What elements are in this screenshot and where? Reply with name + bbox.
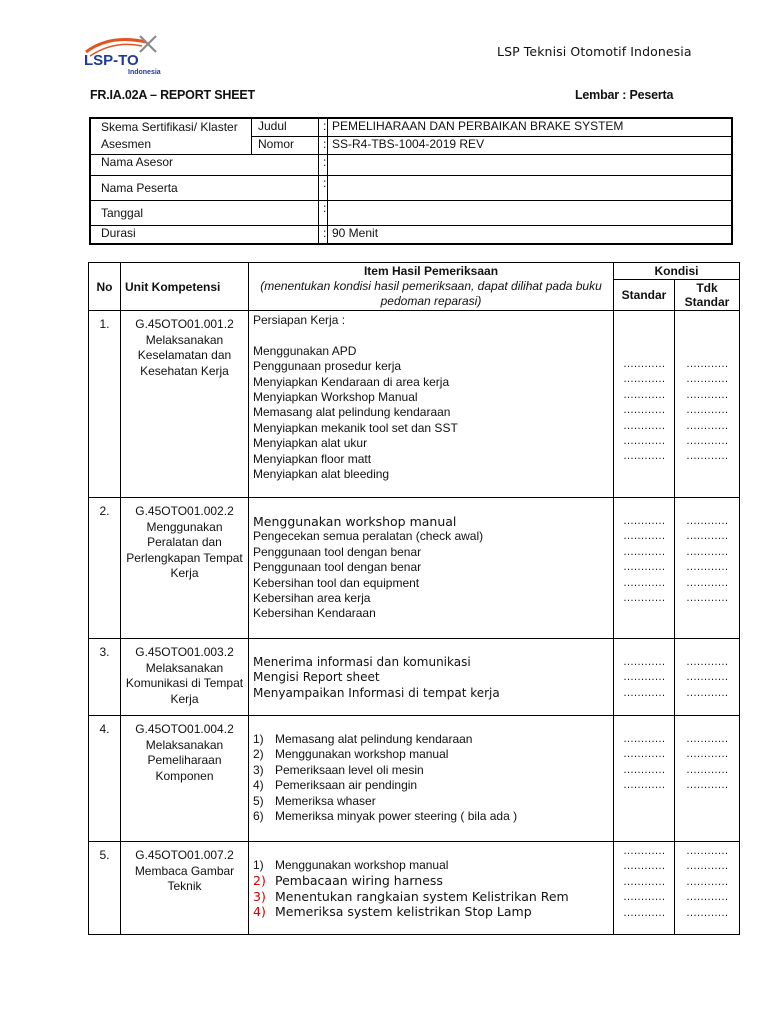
peserta-label: Nama Peserta (90, 176, 319, 201)
peserta-field[interactable] (328, 176, 733, 201)
list-item: 3) Pemeriksaan level oli mesin (253, 762, 424, 777)
list-item: Menggunakan APD (253, 343, 357, 358)
list-item: 2) Pembacaan wiring harness (253, 873, 443, 889)
col-item-note: (menentukan kondisi hasil pemeriksaan, dapat dilihat pada buku pedoman reparasi) (260, 279, 602, 308)
tdk-standar-cell[interactable]: ………… ………… ………… ………… ………… ………… ………… (675, 311, 740, 498)
list-item: Kebersihan area kerja (253, 591, 371, 606)
skema-label: Skema Sertifikasi/ Klaster Asesmen (90, 118, 252, 155)
list-item: 6) Memeriksa minyak power steering ( bila ada ) (253, 809, 518, 824)
list-item: Mengisi Report sheet (253, 670, 380, 685)
list-item: Kebersihan tool dan equipment (253, 575, 420, 590)
form-code: FR.IA.02A – REPORT SHEET (90, 88, 255, 102)
standar-cell[interactable]: ………… ………… ………… (614, 639, 675, 716)
unit-code: G.45OTO01.007.2 (135, 848, 234, 862)
durasi-label: Durasi (90, 226, 319, 245)
info-table: Skema Sertifikasi/ Klaster Asesmen Judul : PEMELIHARAAN DAN PERBAIKAN BRAKE SYSTEM Nomor : SS-R4-TBS-1004-2019 REV Nama Asesor : Nama Peserta : Tanggal : Durasi : 90 Menit (89, 117, 733, 245)
tdk-standar-cell[interactable]: ………… ………… ………… (675, 639, 740, 716)
unit-code: G.45OTO01.002.2 (135, 504, 234, 518)
table-row: 3. G.45OTO01.003.2 Melaksanakan Komunikasi di Tempat Kerja Menerima informasi dan komunikasi Mengisi Report sheet Menyampaikan Informasi di tempat kerja ………… ………… ………… ………… ………… ………… (89, 639, 740, 716)
standar-cell[interactable]: ………… ………… ………… ………… (614, 716, 675, 842)
nomor-value: SS-R4-TBS-1004-2019 REV (328, 137, 733, 155)
nomor-label: Nomor (252, 137, 319, 155)
list-item: Kebersihan Kendaraan (253, 606, 376, 621)
unit-name: Membaca Gambar Teknik (134, 863, 235, 893)
tdk-standar-cell[interactable]: ………… ………… ………… ………… (675, 716, 740, 842)
list-item: Pengecekan semua peralatan (check awal) (253, 529, 484, 544)
list-item: 3) Menentukan rangkaian system Kelistrikan Rem (253, 888, 569, 904)
lembar-label: Lembar : Peserta (575, 88, 674, 102)
unit-code: G.45OTO01.001.2 (135, 317, 234, 331)
col-no: No (89, 263, 121, 311)
list-item: Menyampaikan Informasi di tempat kerja (253, 685, 500, 700)
org-name: LSP Teknisi Otomotif Indonesia (497, 44, 692, 59)
list-item: 4) Memeriksa system kelistrikan Stop Lamp (253, 904, 532, 920)
lsp-to-logo (80, 30, 170, 82)
unit-name: Melaksanakan Pemeliharaan Komponen (145, 737, 224, 783)
judul-label: Judul (252, 118, 319, 137)
col-item-title: Item Hasil Pemeriksaan (363, 264, 499, 278)
list-item: 5) Memeriksa whaser (253, 793, 376, 808)
list-item: Menyiapkan mekanik tool set dan SST (253, 420, 458, 435)
standar-cell[interactable]: ………… ………… ………… ………… ………… (614, 842, 675, 935)
list-item: Menyiapkan floor matt (253, 451, 372, 466)
list-item: Menyiapkan alat ukur (253, 436, 368, 451)
list-item: Memasang alat pelindung kendaraan (253, 405, 451, 420)
standar-cell[interactable]: ………… ………… ………… ………… ………… ………… (614, 498, 675, 639)
list-item: Penggunaan prosedur kerja (253, 359, 402, 374)
standar-cell[interactable]: ………… ………… ………… ………… ………… ………… ………… (614, 311, 675, 498)
col-item (249, 263, 614, 311)
list-item: Penggunaan tool dengan benar (253, 560, 422, 575)
col-standar: Standar (614, 280, 675, 311)
table-row: 2. G.45OTO01.002.2 Menggunakan Peralatan dan Perlengkapan Tempat Kerja Menggunakan workshop manual Pengecekan semua peralatan (check awal) Penggunaan tool dengan benar Penggunaan tool dengan benar Kebersihan tool dan equipment Kebersihan area kerja Kebersihan Kendaraan ………… ………… ………… ………… ………… ………… ………… ………… ………… ………… ………… ………… (89, 498, 740, 639)
tdk-standar-cell[interactable]: ………… ………… ………… ………… ………… (675, 842, 740, 935)
list-item: 4) Pemeriksaan air pendingin (253, 778, 418, 793)
table-row: 5. G.45OTO01.007.2 Membaca Gambar Teknik 1) Menggunakan workshop manual 2) Pembacaan wiring harness 3) Menentukan rangkaian system Kelistrikan Rem 4) Memeriksa system kelistrikan Stop Lamp ………… ………… ………… ………… ………… ………… ………… ………… ………… ………… (89, 842, 740, 935)
col-kondisi: Kondisi (614, 263, 740, 280)
tanggal-field[interactable] (328, 201, 733, 226)
logo-sub-text: Indonesia (128, 69, 161, 76)
unit-code: G.45OTO01.003.2 (135, 645, 234, 659)
list-item: 1) Memasang alat pelindung kendaraan (253, 732, 473, 746)
list-item: Menerima informasi dan komunikasi (253, 655, 471, 669)
logo-text: LSP-TO (84, 52, 139, 69)
col-tdk-standar: Tdk Standar (675, 280, 740, 311)
list-item: Menyiapkan alat bleeding (253, 467, 390, 482)
list-item: 1) Menggunakan workshop manual (253, 858, 449, 872)
list-item: Penggunaan tool dengan benar (253, 544, 422, 559)
table-row: 4. G.45OTO01.004.2 Melaksanakan Pemeliharaan Komponen 1) Memasang alat pelindung kendaraan 2) Menggunakan workshop manual 3) Pemeriksaan level oli mesin 4) Pemeriksaan air pendingin 5) Memeriksa whaser 6) Memeriksa minyak power steering ( bila ada ) ………… ………… ………… ………… ………… ………… ………… ………… (89, 716, 740, 842)
asesor-label: Nama Asesor (90, 155, 319, 176)
list-item: Menyiapkan Kendaraan di area kerja (253, 374, 450, 389)
unit-code: G.45OTO01.004.2 (135, 722, 234, 736)
tdk-standar-cell[interactable]: ………… ………… ………… ………… ………… ………… (675, 498, 740, 639)
unit-name: Menggunakan Peralatan dan Perlengkapan Tempat Kerja (126, 519, 243, 580)
durasi-value: 90 Menit (328, 226, 733, 245)
list-item: Menyiapkan Workshop Manual (253, 390, 418, 405)
report-table (88, 262, 740, 935)
judul-value: PEMELIHARAAN DAN PERBAIKAN BRAKE SYSTEM (328, 118, 733, 137)
list-item: 2) Menggunakan workshop manual (253, 747, 449, 762)
unit-name: Melaksanakan Komunikasi di Tempat Kerja (125, 660, 244, 706)
asesor-field[interactable] (328, 155, 733, 176)
table-row: 1. G.45OTO01.001.2 Melaksanakan Keselamatan dan Kesehatan Kerja Persiapan Kerja : Menggunakan APD Penggunaan prosedur kerja Menyiapkan Kendaraan di area kerja Menyiapkan Workshop Manual Memasang alat pelindung kendaraan Menyiapkan mekanik tool set dan SST Menyiapkan alat ukur Menyiapkan floor matt Menyiapkan alat bleeding ………… ………… ………… ………… ………… ………… ………… ………… ………… ………… ………… ………… ………… ………… (89, 311, 740, 498)
col-unit: Unit Kompetensi (121, 263, 249, 311)
unit-name: Melaksanakan Keselamatan dan Kesehatan Kerja (137, 332, 232, 378)
tanggal-label: Tanggal (90, 201, 319, 226)
